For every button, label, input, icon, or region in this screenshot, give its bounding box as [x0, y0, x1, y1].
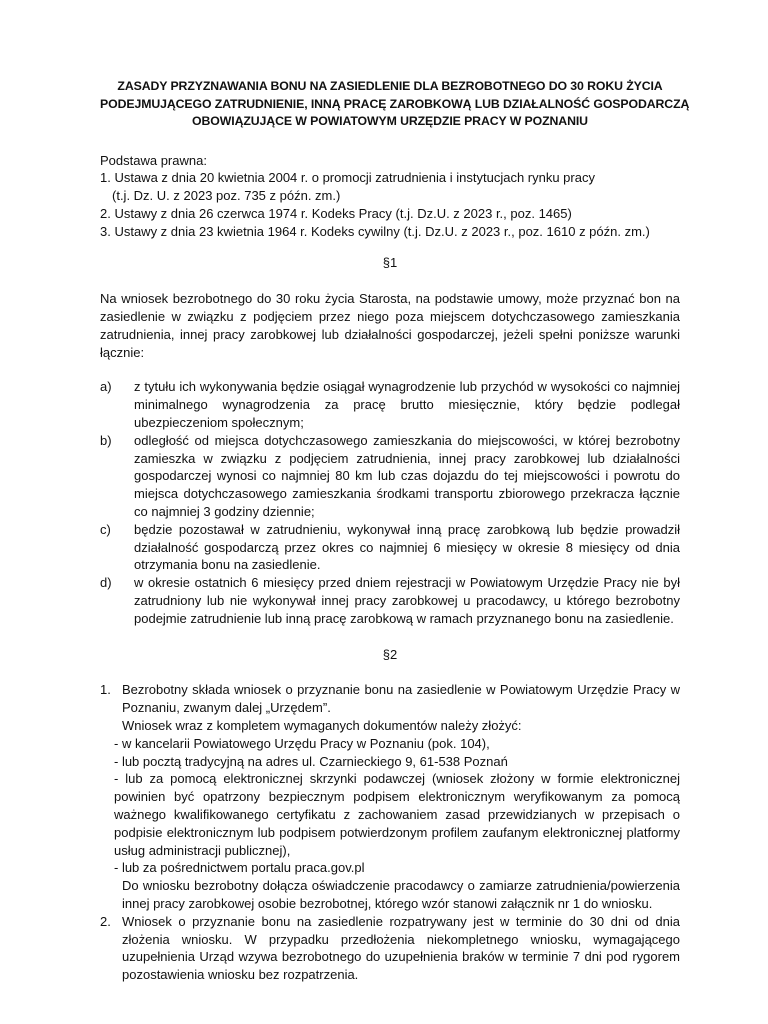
attachment-note: Do wniosku bezrobotny dołącza oświadczenie pracodawcy o zamiarze zatrudnienia/powierzenia innej pracy zarobkowej osobie bezrobotnej, którego wzór stanowi załącznik nr 1 do wniosku.: [122, 878, 680, 911]
section-2-mark: §2: [382, 646, 398, 662]
submit-option: - lub za pomocą elektronicznej skrzynki podawczej (wniosek złożony w formie elektronicznej powinien być opatrzony bezpiecznym podpisem elektronicznym weryfikowanym za pomocą ważnego kwalifikowanego certyfikatu z zachowaniem zasad przewidzianych w przepisach o podpisie elektronicznym lub podpisem potwierdzonym profilem zaufanym elektronicznej platformy usług administracji publicznej),: [114, 771, 680, 858]
submit-option: - lub pocztą tradycyjną na adres ul. Czarnieckiego 9, 61-538 Poznań: [114, 753, 508, 769]
list-item-text: z tytułu ich wykonywania będzie osiągał wynagrodzenie lub przychód w wysokości co najmniej minimalnego wynagrodzenia za pracę brutto miesięcznie, który będzie podlegał ubezpieczeniom społecznym;: [134, 379, 680, 431]
title-line: PODEJMUJĄCEGO ZATRUDNIENIE, INNĄ PRACĘ ZAROBKOWĄ LUB DZIAŁALNOŚĆ GOSPODARCZĄ: [100, 96, 690, 111]
list-marker: b): [100, 432, 112, 448]
list-marker: 2.: [100, 913, 111, 929]
section-1-mark: §1: [382, 255, 398, 271]
list-marker: a): [100, 379, 112, 395]
document-title: [100, 78, 690, 131]
list-item: [100, 681, 680, 912]
point-2-text: Wniosek o przyznanie bonu na zasiedlenie rozpatrywany jest w terminie do 30 dni od dnia złożenia wniosku. W przypadku przedłożenia niekompletnego wniosku, wymagającego uzupełnienia Urząd wzywa bezrobotnego do uzupełnienia braków w terminie 7 dni pod rygorem pozostawienia wniosku bez rozpatrzenia.: [122, 913, 680, 983]
section-1-intro: Na wniosek bezrobotnego do 30 roku życia Starosta, na podstawie umowy, może przyznać bon na zasiedlenie w związku z podjęciem przez niego poza miejscem dotychczasowego zamieszkania zatrudnienia, innej pracy zarobkowej lub działalności gospodarczej, jeżeli spełni poniższe warunki łącznie:: [100, 291, 680, 360]
point-1-text: Bezrobotny składa wniosek o przyznanie bonu na zasiedlenie w Powiatowym Urzędzie Pracy w Poznaniu, zwanym dalej „Urzędem”.: [122, 682, 680, 716]
list-item: [100, 574, 680, 627]
list-marker: c): [100, 521, 111, 537]
legal-basis-heading: Podstawa prawna:: [100, 152, 207, 168]
document-page: [100, 78, 690, 984]
legal-basis-item: (t.j. Dz. U. z 2023 poz. 735 z późn. zm.): [112, 188, 341, 204]
legal-basis-item: 3. Ustawy z dnia 23 kwietnia 1964 r. Kodeks cywilny (t.j. Dz.U. z 2023 r., poz. 1610 z późn. zm.): [100, 223, 650, 239]
list-item: [100, 378, 680, 431]
submit-intro: Wniosek wraz z kompletem wymaganych dokumentów należy złożyć:: [122, 718, 522, 734]
section-2-list: [100, 681, 680, 984]
legal-basis-item: 1. Ustawa z dnia 20 kwietnia 2004 r. o promocji zatrudnienia i instytucjach rynku pracy: [100, 170, 595, 186]
list-item-text: w okresie ostatnich 6 miesięcy przed dniem rejestracji w Powiatowym Urzędzie Pracy nie był zatrudniony lub nie wykonywał innej pracy zarobkowej u pracodawcy, u którego bezrobotny podejmie zatrudnienie lub inną pracę zarobkową w ramach przyznanego bonu na zasiedlenie.: [134, 575, 680, 626]
list-item: [100, 913, 680, 984]
legal-basis: [100, 152, 680, 241]
list-marker: d): [100, 575, 112, 591]
title-line: ZASADY PRZYZNAWANIA BONU NA ZASIEDLENIE DLA BEZROBOTNEGO DO 30 ROKU ŻYCIA: [117, 79, 663, 93]
submit-option: - lub za pośrednictwem portalu praca.gov.pl: [114, 860, 365, 876]
list-item-text: będzie pozostawał w zatrudnieniu, wykonywał inną pracę zarobkową lub będzie prowadził działalność gospodarczą przez okres co najmniej 6 miesięcy w okresie 8 miesięcy od dnia otrzymania bonu na zasiedlenie.: [134, 521, 680, 573]
list-item-text: odległość od miejsca dotychczasowego zamieszkania do miejscowości, w której bezrobotny zamieszka w związku z podjęciem zatrudnienia, innej pracy zarobkowej lub działalności gospodarczej wynosi co najmniej 80 km lub czas dojazdu do tej miejscowości i powrotu do miejsca dotychczasowego zamieszkania środkami transportu zbiorowego przekracza łącznie co najmniej 3 godziny dziennie;: [134, 432, 680, 520]
list-marker: 1.: [100, 682, 111, 698]
submit-option: - w kancelarii Powiatowego Urzędu Pracy w Poznaniu (pok. 104),: [114, 735, 490, 751]
legal-basis-item: 2. Ustawy z dnia 26 czerwca 1974 r. Kodeks Pracy (t.j. Dz.U. z 2023 r., poz. 1465): [100, 205, 572, 221]
list-item: [100, 432, 680, 521]
title-line: OBOWIĄZUJĄCE W POWIATOWYM URZĘDZIE PRACY W POZNANIU: [192, 114, 588, 128]
conditions-list: [100, 378, 680, 627]
list-item: [100, 521, 680, 574]
